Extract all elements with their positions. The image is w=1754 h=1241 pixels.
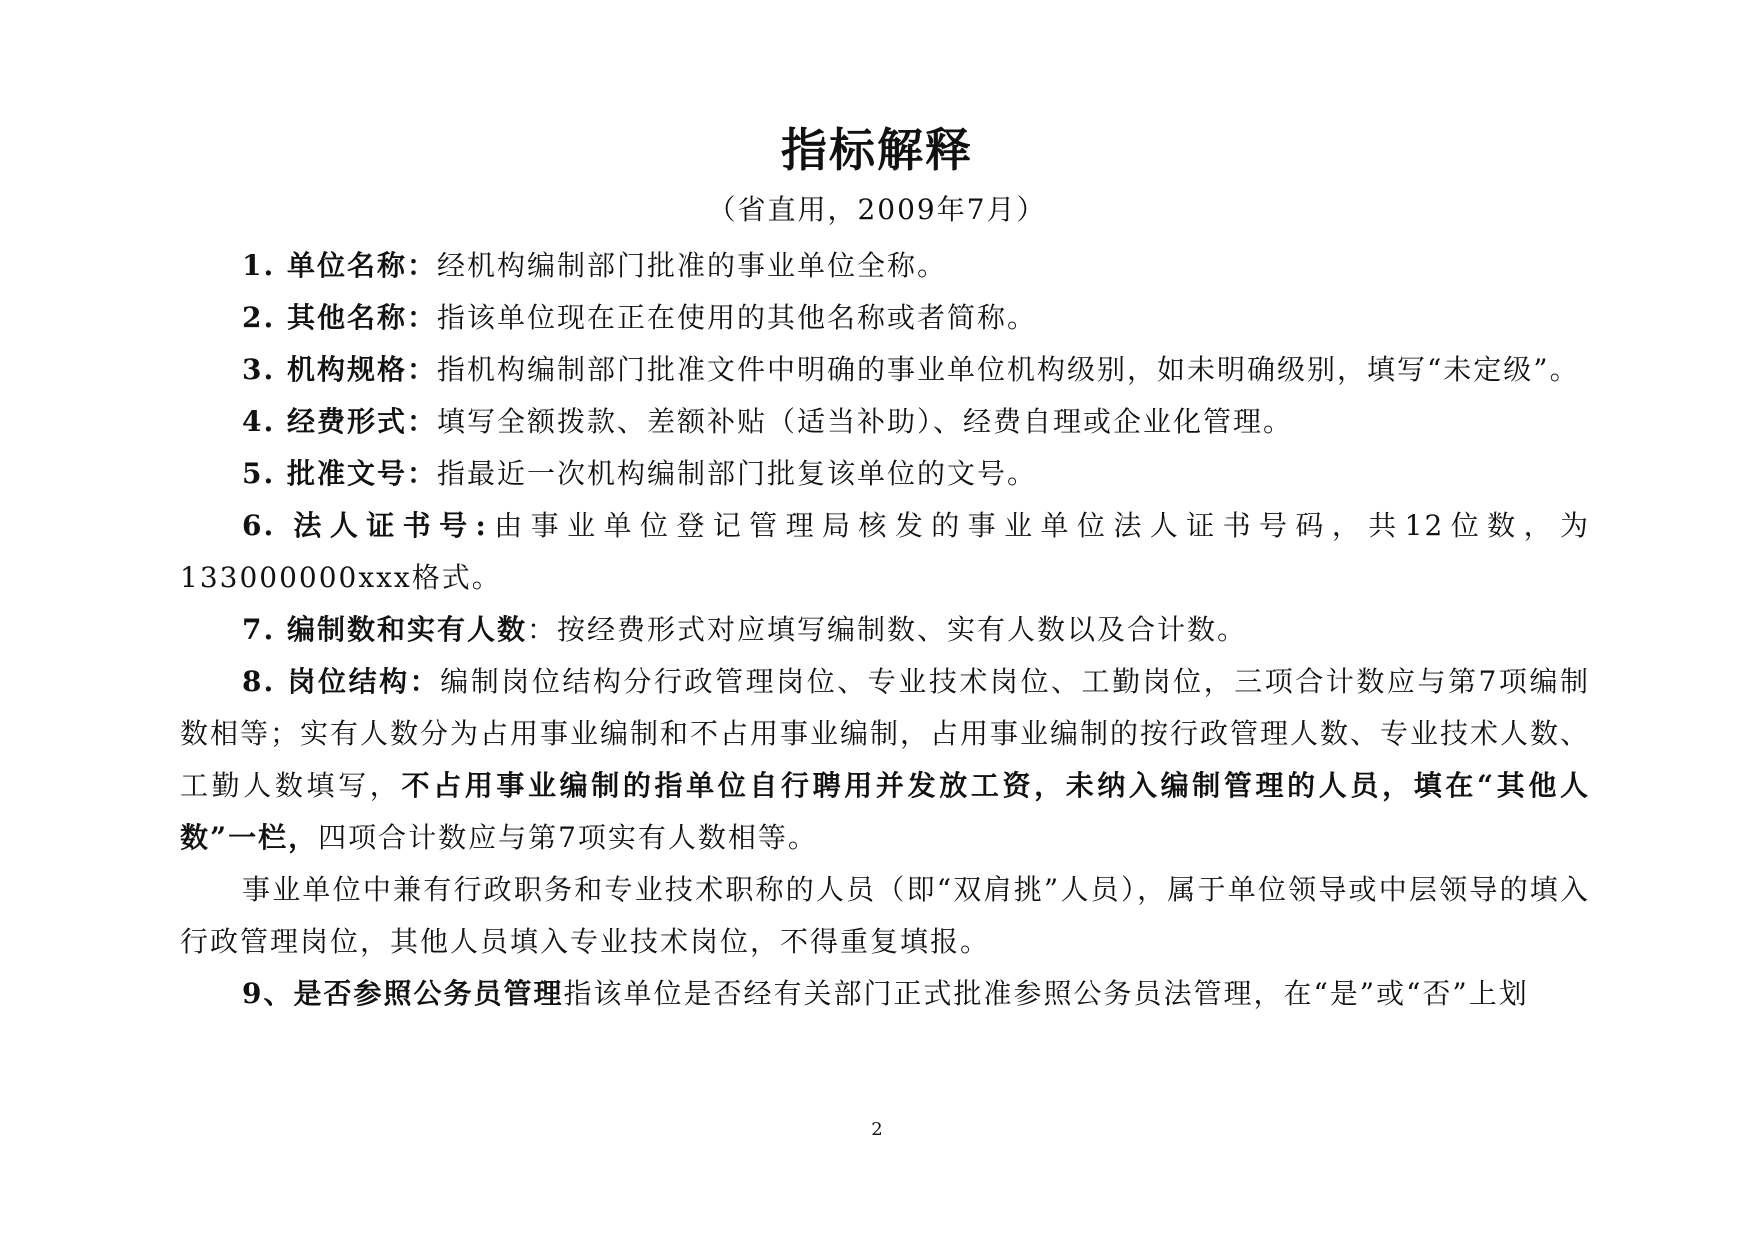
item-text: 编制岗位结构分行政管理岗位、专业技术岗位、工勤岗位，三项合计数应与第7项编制数相等；实有人数分为占用事业编制和不占用事业编制，占用事业编制的按行政管理人数、专业技术人数、工勤人数填写， [180, 665, 1591, 802]
item-bold-text: 不占用事业编制的指单位自行聘用并发放工资，未纳入编制管理的人员，填在“其他人数”一栏， [180, 769, 1590, 854]
item-text: 指该单位现在正在使用的其他名称或者简称。 [436, 301, 1037, 334]
item-term: 8. 岗位结构： [242, 665, 441, 698]
item-4 [180, 396, 1590, 448]
item-8 [180, 656, 1590, 864]
page-title: 指标解释 [781, 123, 973, 177]
item-2 [180, 292, 1590, 344]
note-paragraph: 事业单位中兼有行政职务和专业技术职称的人员（即“双肩挑”人员），属于单位领导或中层领导的填入行政管理岗位，其他人员填入专业技术岗位，不得重复填报。 [180, 873, 1590, 958]
item-term: 6. 法人证书号: [242, 509, 488, 542]
item-text: 由事业单位登记管理局核发的事业单位法人证书号码，共12位数，为133000000xxx格式。 [180, 509, 1590, 594]
page-subtitle: （省直用，2009年7月） [707, 193, 1047, 226]
document-body [180, 240, 1590, 1020]
item-6 [180, 500, 1590, 604]
item-9 [180, 968, 1590, 1020]
item-text: ：按经费形式对应填写编制数、实有人数以及合计数。 [526, 613, 1247, 646]
item-term: 3. 机构规格： [242, 353, 437, 386]
item-term: 4. 经费形式： [242, 405, 437, 438]
item-text: 指最近一次机构编制部门批复该单位的文号。 [436, 457, 1037, 490]
item-term: 1. 单位名称： [242, 249, 437, 282]
item-text: 指机构编制部门批准文件中明确的事业单位机构级别，如未明确级别，填写“未定级”。 [436, 353, 1580, 386]
item-term: 7. 编制数和实有人数 [242, 613, 527, 646]
page-number: 2 [871, 1119, 883, 1140]
item-term: 9、是否参照公务员管理 [242, 977, 564, 1010]
item-5 [180, 448, 1590, 500]
item-text: 经机构编制部门批准的事业单位全称。 [436, 249, 947, 282]
item-text: 指该单位是否经有关部门正式批准参照公务员法管理，在“是”或“否”上划 [563, 977, 1529, 1010]
item-term: 5. 批准文号： [242, 457, 437, 490]
item-term: 2. 其他名称： [242, 301, 437, 334]
item-7 [180, 604, 1590, 656]
item-3 [180, 344, 1590, 396]
item-1 [180, 240, 1590, 292]
item-text-after: 四项合计数应与第7项实有人数相等。 [318, 821, 818, 854]
item-text: 填写全额拨款、差额补贴（适当补助）、经费自理或企业化管理。 [436, 405, 1293, 438]
